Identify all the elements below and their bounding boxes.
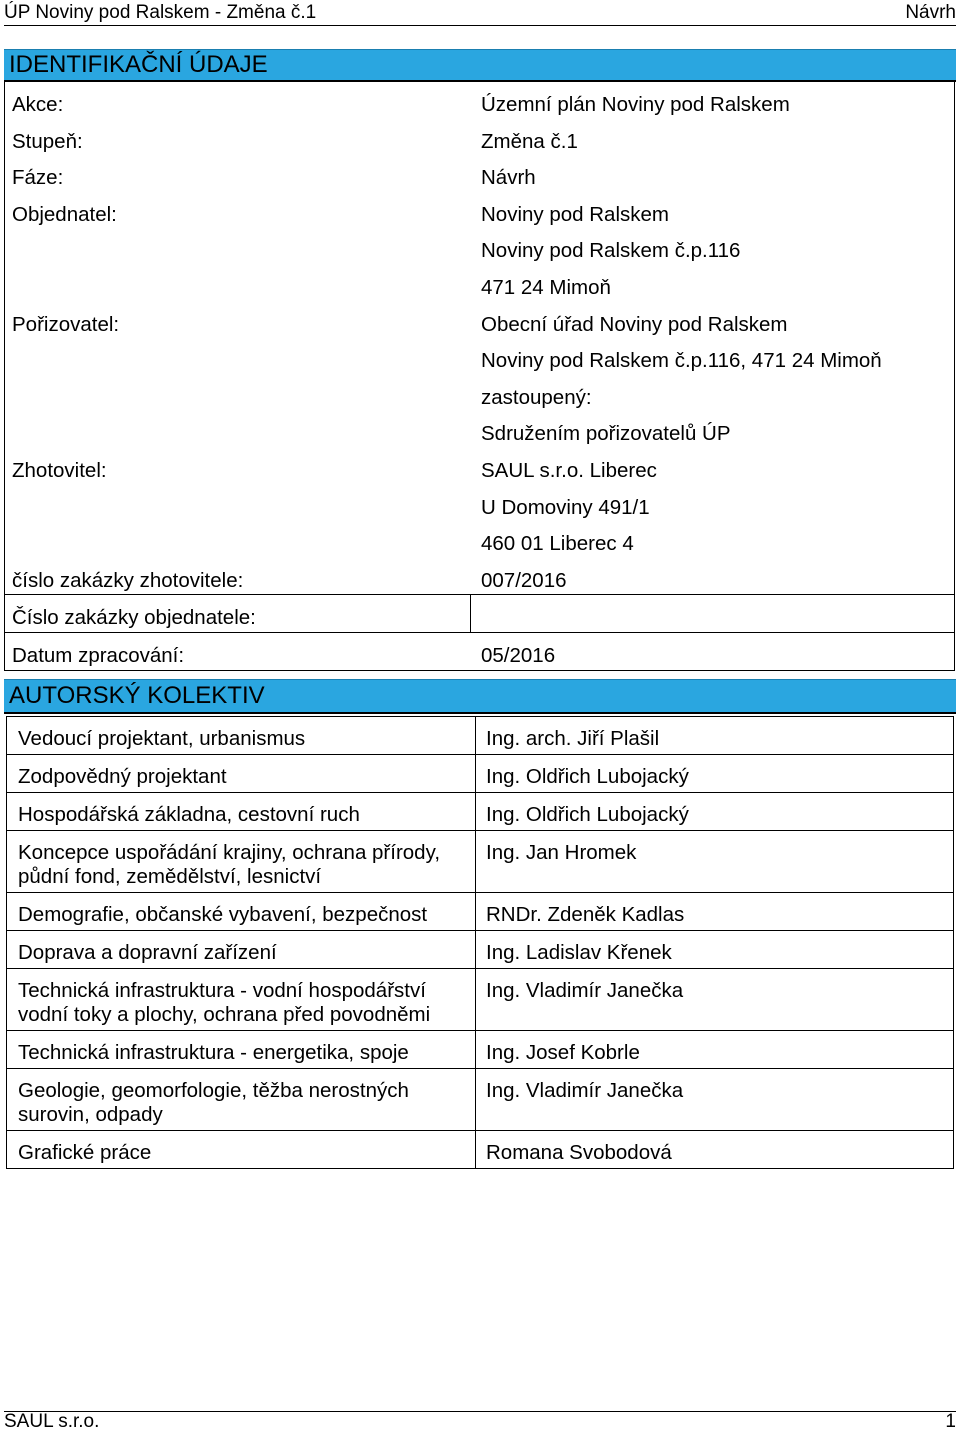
ident-value: 007/2016 xyxy=(481,568,567,592)
team-member-name: Ing. Jan Hromek xyxy=(476,831,954,893)
team-role: Geologie, geomorfologie, těžba nerostných surovin, odpady xyxy=(7,1069,476,1131)
ident-row xyxy=(5,265,954,302)
team-role: Demografie, občanské vybavení, bezpečnost xyxy=(7,893,476,931)
ident-value-cell xyxy=(470,595,956,632)
ident-row xyxy=(5,155,954,192)
team-role: Zodpovědný projektant xyxy=(7,755,476,793)
team-member-name: Ing. Ladislav Křenek xyxy=(476,931,954,969)
team-row xyxy=(7,931,954,969)
ident-row xyxy=(5,338,954,375)
team-row xyxy=(7,1131,954,1169)
ident-label: Akce: xyxy=(12,93,64,116)
team-role: Grafické práce xyxy=(7,1131,476,1169)
ident-row xyxy=(5,228,954,265)
team-member-name: Ing. Oldřich Lubojacký xyxy=(476,755,954,793)
team-row xyxy=(7,893,954,931)
ident-value: Sdružením pořizovatelů ÚP xyxy=(481,422,731,446)
ident-value: 05/2016 xyxy=(481,643,556,667)
team-member-name: Ing. Vladimír Janečka xyxy=(476,969,954,1031)
header-document-title: ÚP Noviny pod Ralskem - Změna č.1 xyxy=(4,2,317,23)
team-row xyxy=(7,717,954,755)
ident-value: Změna č.1 xyxy=(481,129,578,153)
ident-row xyxy=(5,632,954,670)
footer-company: SAUL s.r.o. xyxy=(4,1411,100,1432)
ident-row xyxy=(5,448,954,485)
team-row xyxy=(7,1069,954,1131)
team-row xyxy=(7,831,954,893)
ident-label: Pořizovatel: xyxy=(12,312,120,336)
ident-row xyxy=(5,192,954,229)
team-member-name: Ing. Vladimír Janečka xyxy=(476,1069,954,1131)
ident-row xyxy=(5,594,954,632)
ident-label: Objednatel: xyxy=(12,202,117,226)
team-role: Doprava a dopravní zařízení xyxy=(7,931,476,969)
team-row xyxy=(7,969,954,1031)
ident-row xyxy=(5,411,954,448)
ident-value: Návrh xyxy=(481,166,536,190)
ident-label: Zhotovitel: xyxy=(12,458,107,482)
ident-row xyxy=(5,375,954,412)
team-member-name: RNDr. Zdeněk Kadlas xyxy=(476,893,954,931)
ident-row xyxy=(5,119,954,156)
identification-section-title: IDENTIFIKAČNÍ ÚDAJE xyxy=(4,49,956,82)
ident-value: Noviny pod Ralskem č.p.116, 471 24 Mimoň xyxy=(481,349,882,373)
team-member-name: Ing. arch. Jiří Plašil xyxy=(476,717,954,755)
ident-value: Obecní úřad Noviny pod Ralskem xyxy=(481,312,788,336)
team-role: Technická infrastruktura - energetika, spoje xyxy=(7,1031,476,1069)
ident-value: Noviny pod Ralskem č.p.116 xyxy=(481,239,741,263)
ident-label: Stupeň: xyxy=(12,129,83,153)
ident-label: Číslo zakázky objednatele: xyxy=(12,606,256,630)
team-member-name: Romana Svobodová xyxy=(476,1131,954,1169)
ident-row xyxy=(5,302,954,339)
identification-table xyxy=(4,82,955,671)
ident-value: Územní plán Noviny pod Ralskem xyxy=(481,93,790,116)
header-phase: Návrh xyxy=(905,2,956,23)
ident-value: 460 01 Liberec 4 xyxy=(481,532,634,556)
footer-page-number: 1 xyxy=(945,1411,956,1432)
team-role: Koncepce uspořádání krajiny, ochrana přírody, půdní fond, zemědělství, lesnictví xyxy=(7,831,476,893)
ident-row xyxy=(5,558,954,595)
team-row xyxy=(7,755,954,793)
ident-value: SAUL s.r.o. Liberec xyxy=(481,458,657,482)
team-table xyxy=(6,716,954,1169)
team-row xyxy=(7,793,954,831)
ident-row xyxy=(5,521,954,558)
team-role: Technická infrastruktura - vodní hospodářství vodní toky a plochy, ochrana před povodněmi xyxy=(7,969,476,1031)
page-footer xyxy=(4,1411,956,1432)
ident-row xyxy=(5,82,954,119)
ident-value: 471 24 Mimoň xyxy=(481,275,611,299)
team-role: Hospodářská základna, cestovní ruch xyxy=(7,793,476,831)
team-member-name: Ing. Josef Kobrle xyxy=(476,1031,954,1069)
ident-label: Fáze: xyxy=(12,166,64,190)
ident-label: číslo zakázky zhotovitele: xyxy=(12,568,244,592)
team-row xyxy=(7,1031,954,1069)
ident-value: zastoupený: xyxy=(481,385,592,409)
ident-value: U Domoviny 491/1 xyxy=(481,495,650,519)
team-role: Vedoucí projektant, urbanismus xyxy=(7,717,476,755)
ident-value: Noviny pod Ralskem xyxy=(481,202,669,226)
page-header xyxy=(4,0,956,26)
ident-label: Datum zpracování: xyxy=(12,643,185,667)
team-section-title: AUTORSKÝ KOLEKTIV xyxy=(4,679,956,714)
team-member-name: Ing. Oldřich Lubojacký xyxy=(476,793,954,831)
ident-row xyxy=(5,485,954,522)
